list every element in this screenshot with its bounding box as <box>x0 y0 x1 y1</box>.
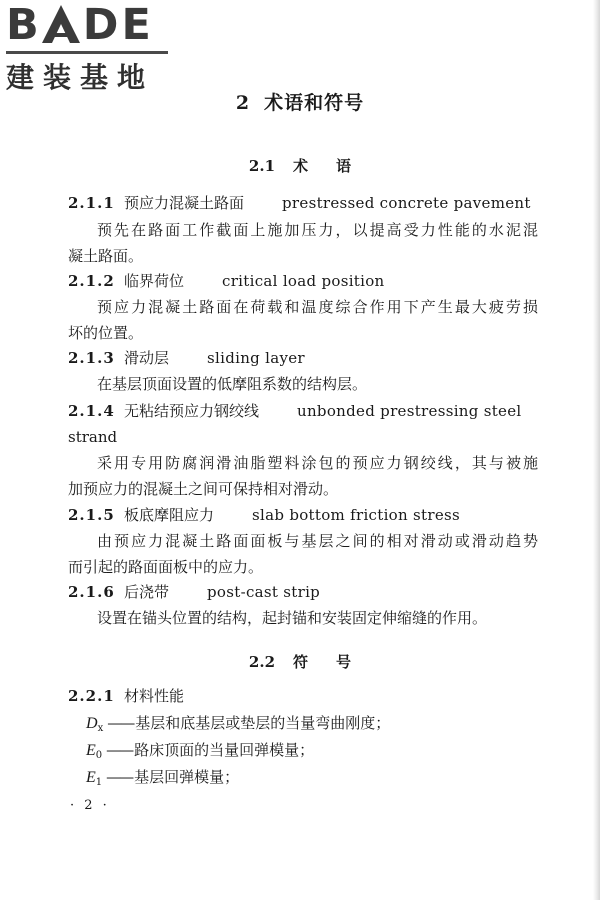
symbol-letter: E <box>86 742 96 759</box>
logo-letter-d: D <box>82 0 122 50</box>
logo-letter-e: E <box>121 0 154 50</box>
term-number: 2.1.6 <box>68 583 115 601</box>
term-heading <box>68 401 538 421</box>
symbol-dash: —— <box>106 741 133 759</box>
section-title-part: 术 <box>293 157 309 175</box>
logo-underline <box>6 51 168 54</box>
chapter-heading <box>0 88 600 115</box>
page-number: · 2 · <box>70 798 110 813</box>
logo-letter-b: B <box>6 0 42 50</box>
symbol-subscript: 1 <box>95 777 103 788</box>
term-name-en: critical load position <box>222 272 385 290</box>
symbol-row <box>86 767 556 793</box>
term-definition-line: 坏的位置。 <box>68 324 144 342</box>
symbol-row <box>86 713 556 739</box>
symbol-description: 基层和底基层或垫层的当量弯曲刚度； <box>135 714 391 732</box>
symbol-subscript: x <box>97 723 104 734</box>
term-number: 2.1.2 <box>68 272 115 290</box>
term-heading <box>68 193 538 213</box>
section-title-part: 号 <box>336 653 352 671</box>
term-number: 2.1.3 <box>68 349 115 367</box>
term-name-cn: 板底摩阻应力 <box>124 506 215 524</box>
symbol-row <box>86 740 556 766</box>
term-number: 2.1.5 <box>68 506 115 524</box>
bade-logo <box>6 2 176 96</box>
term-number: 2.1.4 <box>68 402 115 420</box>
term-name-en: unbonded prestressing steel <box>297 402 522 420</box>
term-name-en: sliding layer <box>207 349 305 367</box>
term-definition-line: 在基层顶面设置的低摩阻系数的结构层。 <box>97 375 368 393</box>
symbol-letter: E <box>86 769 96 786</box>
term-name-en: slab bottom friction stress <box>252 506 461 524</box>
term-definition-line: 而引起的路面面板中的应力。 <box>68 558 264 576</box>
term-definition-line: 由预应力混凝土路面面板与基层之间的相对滑动或滑动趋势 <box>97 532 538 550</box>
term-heading <box>68 348 538 368</box>
term-name-cn: 临界荷位 <box>124 272 185 290</box>
term-definition-line: 设置在锚头位置的结构，起封锚和安装固定伸缩缝的作用。 <box>97 609 488 627</box>
chapter-number: 2 <box>235 92 251 114</box>
term-name-cn: 预应力混凝土路面 <box>124 194 245 212</box>
term-definition-line: 预应力混凝土路面在荷载和温度综合作用下产生最大疲劳损 <box>97 298 538 316</box>
symbol-description: 基层回弹模量； <box>134 768 240 786</box>
page-edge-shadow <box>593 0 600 900</box>
section-title-part: 语 <box>336 157 352 175</box>
symbol-subscript: 0 <box>95 750 103 761</box>
symbol-letter: D <box>86 715 98 732</box>
logo-chinese-name: 建装基地 <box>6 61 155 94</box>
symbol-dash: —— <box>106 768 133 786</box>
term-number: 2.1.1 <box>68 194 115 212</box>
term-definition-line: 加预应力的混凝土之间可保持相对滑动。 <box>68 480 339 498</box>
term-definition-line: 凝土路面。 <box>68 247 144 265</box>
term-definition-line: 预先在路面工作截面上施加压力，以提高受力性能的水泥混 <box>97 221 538 239</box>
term-heading <box>68 582 538 602</box>
symbol-description: 路床顶面的当量回弹模量； <box>134 741 315 759</box>
section-heading-terms <box>0 155 600 176</box>
term-heading <box>68 271 538 291</box>
term-name-en: post-cast strip <box>207 583 321 601</box>
term-name-en-continued: strand <box>68 428 118 446</box>
logo-wordmark <box>6 2 176 48</box>
section-title-part: 符 <box>293 653 309 671</box>
symbol-group-title: 材料性能 <box>124 687 185 705</box>
term-name-en: prestressed concrete pavement <box>282 194 531 212</box>
term-definition-line: 采用专用防腐润滑油脂塑料涂包的预应力钢绞线，其与被施 <box>97 454 538 472</box>
symbol-dash: —— <box>107 714 134 732</box>
chapter-title: 术语和符号 <box>264 92 365 114</box>
term-name-cn: 滑动层 <box>124 349 170 367</box>
section-number: 2.1 <box>248 157 276 175</box>
term-name-cn: 无粘结预应力钢绞线 <box>124 402 260 420</box>
section-number: 2.2 <box>248 653 276 671</box>
symbol-group-heading <box>68 686 538 706</box>
section-heading-symbols <box>0 651 600 672</box>
term-heading <box>68 505 538 525</box>
logo-letter-a-triangle <box>42 2 80 42</box>
term-name-cn: 后浇带 <box>124 583 170 601</box>
symbol-group-number: 2.2.1 <box>68 687 115 705</box>
